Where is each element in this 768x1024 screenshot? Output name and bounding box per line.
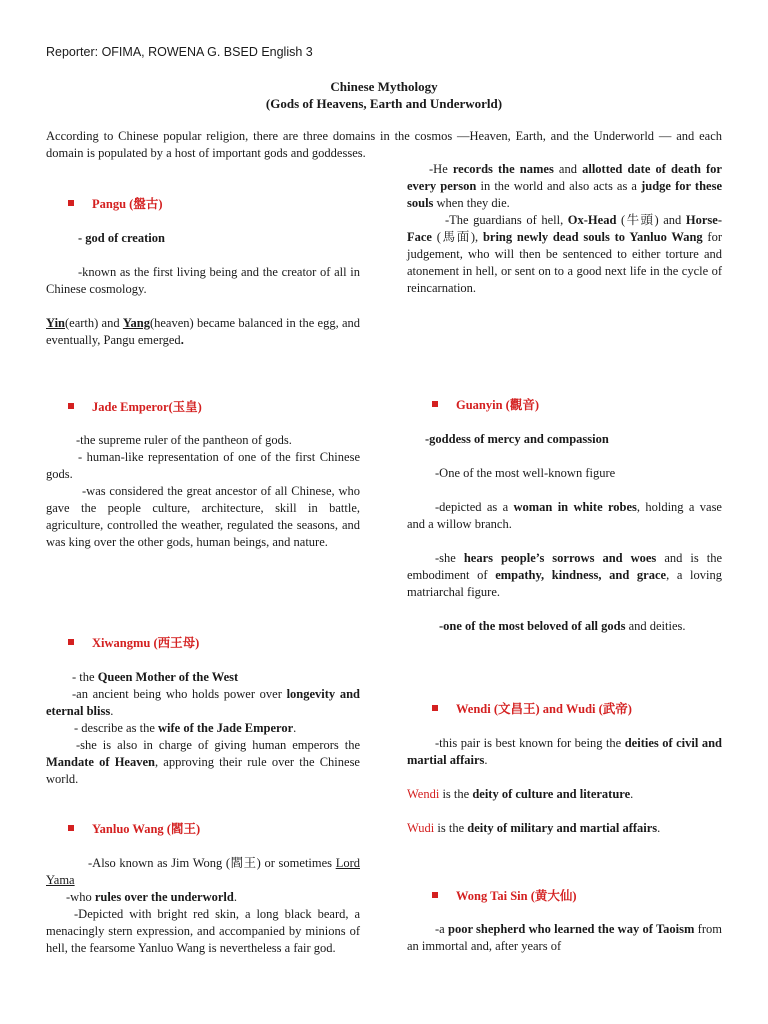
section-heading-wendi-wudi: Wendi (文昌王) and Wudi (武帝): [432, 701, 632, 718]
intro-paragraph: According to Chinese popular religion, there are three domains in the cosmos —Heaven, Earth, and the Underworld — and each domain is populated by a host of important gods and goddesses.: [46, 129, 722, 160]
bullet-icon: [432, 401, 438, 407]
pangu-body: - god of creation -known as the first living being and the creator of all in Chinese cosmology. Yin(earth) and Yang(heaven) became balanced in the egg, and eventually, Pangu emerged.: [46, 231, 361, 347]
wendi-wudi-body: -this pair is best known for being the deities of civil and martial affairs. Wendi is the deity of culture and literature. Wudi is the deity of military and martial affairs.: [407, 736, 722, 835]
section-heading-pangu: Pangu (盤古): [68, 196, 163, 213]
section-heading-xiwangmu: Xiwangmu (西王母): [68, 635, 199, 652]
bullet-icon: [68, 200, 74, 206]
jade-emperor-body: -the supreme ruler of the pantheon of gods. - human-like representation of one of the first Chinese gods. -was considered the great ancestor of all Chinese, who gave the people culture, architecture, skill in battle, agriculture, controlled the weather, regulated the seasons, and was king over the other gods, human beings, and nature.: [46, 433, 360, 549]
xiwangmu-body: - the Queen Mother of the West -an ancient being who holds power over longevity and eternal bliss. - describe as the wife of the Jade Emperor. -she is also in charge of giving human emperors the Mandate of Heaven, approving their rule over the Chinese world.: [46, 670, 360, 786]
yanluo-continuation: -He records the names and allotted date of death for every person in the world and also acts as a judge for these souls when they die. -The guardians of hell, Ox-Head (牛頭) and Horse-Face (馬面), bring newly dead souls to Yanluo Wang for judgement, who will then be sentenced to either torture and atonement in hell, or sent on to a good next life in the cycle of reincarnation.: [407, 162, 723, 295]
section-heading-wong-tai-sin: Wong Tai Sin (黄大仙): [432, 888, 577, 905]
guanyin-body: -goddess of mercy and compassion -One of the most well-known figure -depicted as a woman in white robes, holding a vase and a willow branch. -she hears people’s sorrows and woes and is the embodiment of empathy, kindness, and grace, a loving matriarchal figure. -one of the most beloved of all gods and deities.: [407, 432, 723, 633]
bullet-icon: [68, 639, 74, 645]
bullet-icon: [432, 705, 438, 711]
bullet-icon: [68, 825, 74, 831]
document-subtitle: (Gods of Heavens, Earth and Underworld): [265, 96, 503, 111]
bullet-icon: [432, 892, 438, 898]
document-title: Chinese Mythology: [330, 79, 438, 94]
reporter-line: Reporter: OFIMA, ROWENA G. BSED English 3: [46, 45, 313, 59]
bullet-icon: [68, 403, 74, 409]
section-heading-guanyin: Guanyin (觀音): [432, 397, 539, 414]
section-heading-yanluo-wang: Yanluo Wang (閻王): [68, 821, 200, 838]
yanluo-wang-body: -Also known as Jim Wong (閻王) or sometimes Lord Yama -who rules over the underworld. -Depicted with bright red skin, a long black beard, a menacingly stern expression, and accompanied by minions of hell, the fearsome Yanluo Wang is nevertheless a fair god.: [46, 856, 360, 955]
wong-tai-sin-body: -a poor shepherd who learned the way of Taoism from an immortal and, after years of: [407, 922, 722, 953]
section-heading-jade-emperor: Jade Emperor(玉皇): [68, 399, 202, 416]
